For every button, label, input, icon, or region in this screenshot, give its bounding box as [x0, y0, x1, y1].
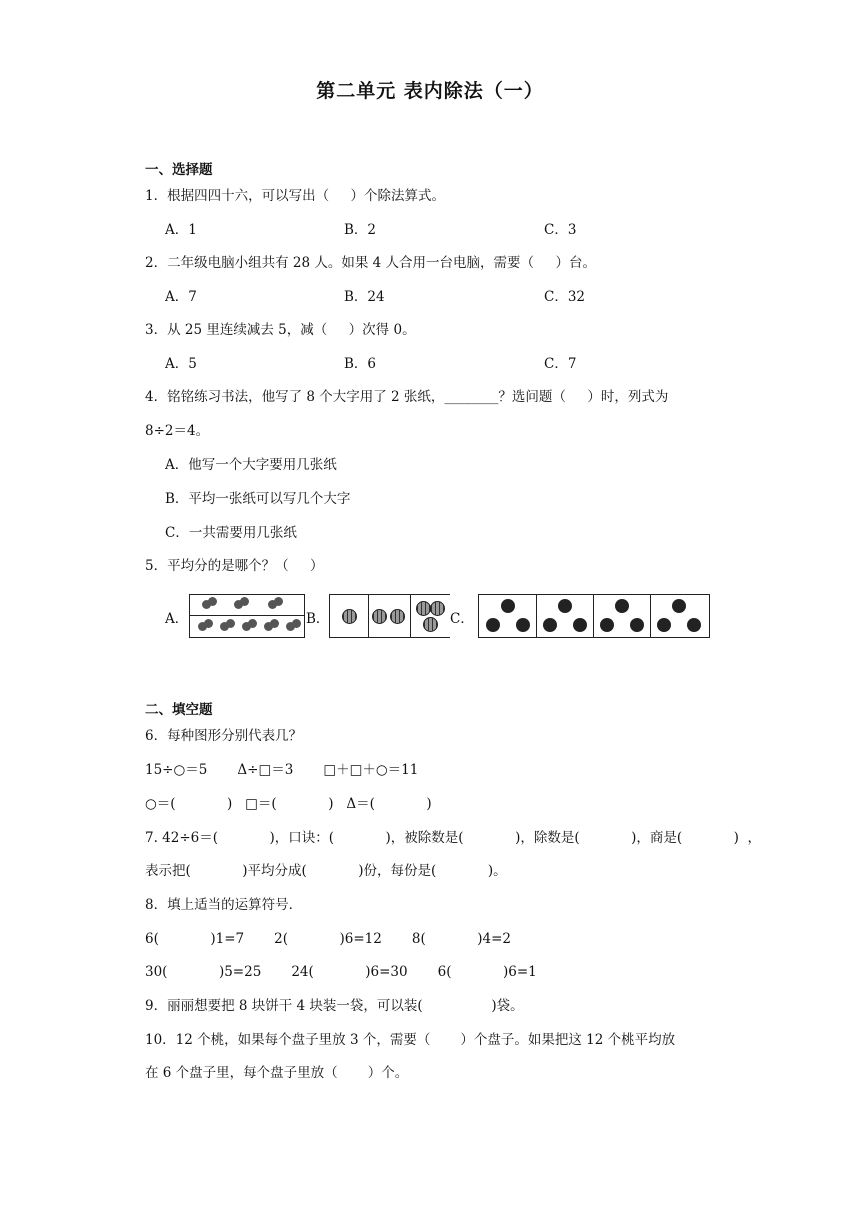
q5-c-apples-image: [478, 594, 710, 638]
q4-option-c[interactable]: C．一共需要用几张纸: [165, 525, 297, 541]
question-10-line-1[interactable]: 10．12 个桃，如果每个盘子里放 3 个，需要（ ）个盘子。如果把这 12 个桃平均放: [145, 1032, 676, 1048]
q2-option-c[interactable]: C．32: [544, 289, 586, 305]
question-8: 8．填上适当的运算符号．: [145, 897, 303, 913]
page-title: 第二单元 表内除法（一）: [316, 80, 544, 102]
q5-a-grapes-image: [189, 594, 305, 638]
q2-option-b[interactable]: B．24: [344, 289, 385, 305]
q5-option-b[interactable]: B．: [306, 611, 330, 627]
question-9[interactable]: 9．丽丽想要把 8 块饼干 4 块装一袋，可以装( )袋。: [145, 998, 524, 1014]
question-7-line-1[interactable]: 7. 42÷6＝( )，口诀：( )，被除数是( )，除数是( )，商是( ) ，: [145, 830, 761, 846]
question-1: 1．根据四四十六，可以写出（ ）个除法算式。: [145, 188, 446, 204]
question-2: 2．二年级电脑小组共有 28 人。如果 4 人合用一台电脑，需要（ ）台。: [145, 255, 596, 271]
question-4-line-2: 8÷2＝4。: [145, 423, 210, 439]
question-3: 3．从 25 里连续减去 5，减（ ）次得 0。: [145, 322, 416, 338]
question-6-answers[interactable]: ○＝( ) □＝( ) Δ＝( ): [145, 796, 432, 812]
question-4-line-1: 4．铭铭练习书法，他写了 8 个大字用了 2 张纸，________？选问题（ ）时，列式为: [145, 389, 669, 405]
q2-option-a[interactable]: A．7: [165, 289, 197, 305]
question-7-line-2[interactable]: 表示把( )平均分成( )份，每份是( )。: [145, 863, 507, 879]
q1-option-a[interactable]: A．1: [165, 222, 197, 238]
question-6-equations: 15÷○＝5 Δ÷□＝3 □＋□＋○＝11: [145, 762, 419, 778]
q3-option-b[interactable]: B．6: [344, 356, 377, 372]
q5-option-c[interactable]: C．: [450, 611, 474, 627]
question-8-row-1[interactable]: 6( )1=7 2( )6=12 8( )4=2: [145, 931, 511, 947]
question-5: 5．平均分的是哪个？（ ）: [145, 558, 324, 574]
question-6: 6．每种图形分别代表几？: [145, 728, 303, 744]
section-fill-heading: 二、填空题: [145, 702, 213, 718]
question-8-row-2[interactable]: 30( )5=25 24( )6=30 6( )6=1: [145, 964, 537, 980]
q3-option-a[interactable]: A．5: [165, 356, 197, 372]
q1-option-b[interactable]: B．2: [344, 222, 377, 238]
q4-option-a[interactable]: A．他写一个大字要用几张纸: [165, 457, 337, 473]
q4-option-b[interactable]: B．平均一张纸可以写几个大字: [165, 491, 351, 507]
q5-b-watermelons-image: [329, 594, 450, 638]
section-choice-heading: 一、选择题: [145, 162, 213, 178]
q3-option-c[interactable]: C．7: [544, 356, 577, 372]
q1-option-c[interactable]: C．3: [544, 222, 577, 238]
question-10-line-2[interactable]: 在 6 个盘子里，每个盘子里放（ ）个。: [145, 1065, 409, 1081]
q5-option-a[interactable]: A．: [165, 611, 189, 627]
